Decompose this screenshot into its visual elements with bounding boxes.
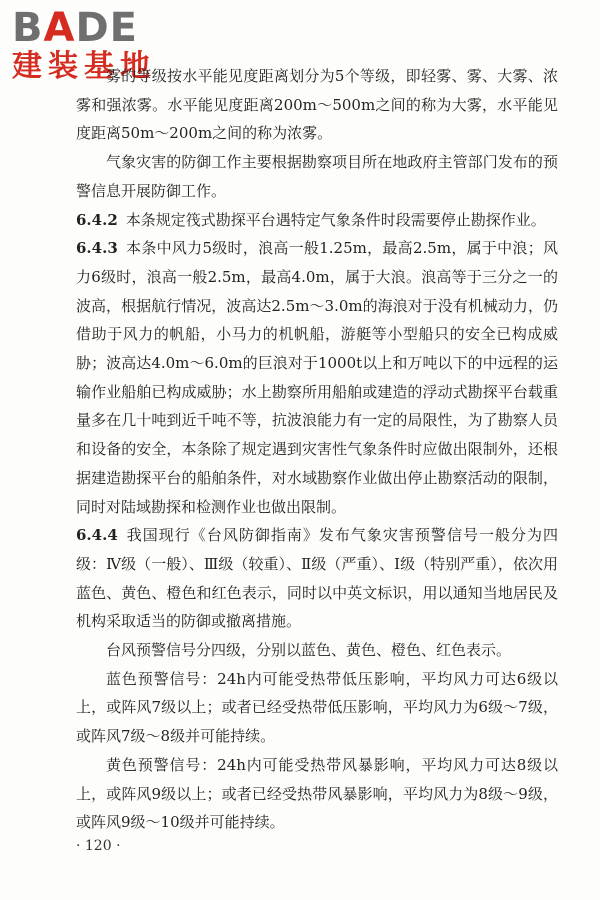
paragraph-typhoon-levels: 台风预警信号分四级，分别以蓝色、黄色、橙色、红色表示。: [106, 641, 512, 660]
clause-6-4-2: 6.4.2 本条规定筏式勘探平台遇特定气象条件时段需要停止勘探作业。: [76, 210, 546, 229]
logo-subtitle: 建装基地: [12, 49, 156, 84]
paragraph-yellow-warning: 黄色预警信号：24h内可能受热带风暴影响，平均风力可达8级以上，或阵风9级以上；或者已经受热带风暴影响，平均风力为8级～9级，或阵风9级～10级并可能持续。: [76, 755, 558, 832]
clause-number: 6.4.4: [76, 526, 118, 545]
clause-6-4-3: 6.4.3 本条中风力5级时，浪高一般1.25m，最高2.5m，属于中浪；风力6级时，浪高一般2.5m，最高4.0m，属于大浪。浪高等于三分之一的波高，根据航行情况，波高达2.5m～3.0m的海浪对于没有机械动力，仍借助于风力的帆船，小马力的机帆船，游艇等小型船只的安全已构成威胁；波高达4.0m～6.0m的巨浪对于1000t以上和万吨以下的中远程的运输作业船舶已构成威胁；水上勘察所用船舶或建造的浮动式勘探平台载重量多在几十吨到近千吨不等，抗波浪能力有一定的局限性，为了勘察人员和设备的安全，本条除了规定遇到灾害性气象条件时应做出限制外，还根据建造勘探平台的船舶条件，对水域勘察作业做出停止勘察活动的限制，同时对陆域勘探和检测作业也做出限制。: [76, 239, 558, 516]
paragraph-disaster-defense: 气象灾害的防御工作主要根据勘察项目所在地政府主管部门发布的预警信息开展防御工作。: [76, 153, 558, 200]
logo-wordmark: BADE: [12, 5, 138, 51]
paragraph-blue-warning: 蓝色预警信号：24h内可能受热带低压影响，平均风力可达6级以上，或阵风7级以上；或者已经受热带低压影响，平均风力为6级～7级，或阵风7级～8级并可能持续。: [76, 669, 558, 746]
clause-6-4-4: 6.4.4 我国现行《台风防御指南》发布气象灾害预警信号一般分为四级：Ⅳ级（一般）、Ⅲ级（较重）、Ⅱ级（严重）、Ⅰ级（特别严重），依次用蓝色、黄色、橙色和红色表示，同时以中英文标识，用以通知当地居民及机构采取适当的防御或撤离措施。: [76, 526, 558, 631]
page-body: [76, 62, 558, 837]
paragraph-fog-grades: 雾的等级按水平能见度距离划分为5个等级，即轻雾、雾、大雾、浓雾和强浓雾。水平能见度距离200m～500m之间的称为大雾，水平能见度距离50m～200m之间的称为浓雾。: [76, 67, 558, 143]
page-number: · 120 ·: [76, 838, 121, 854]
clause-number: 6.4.3: [76, 239, 118, 258]
clause-number: 6.4.2: [76, 210, 118, 229]
